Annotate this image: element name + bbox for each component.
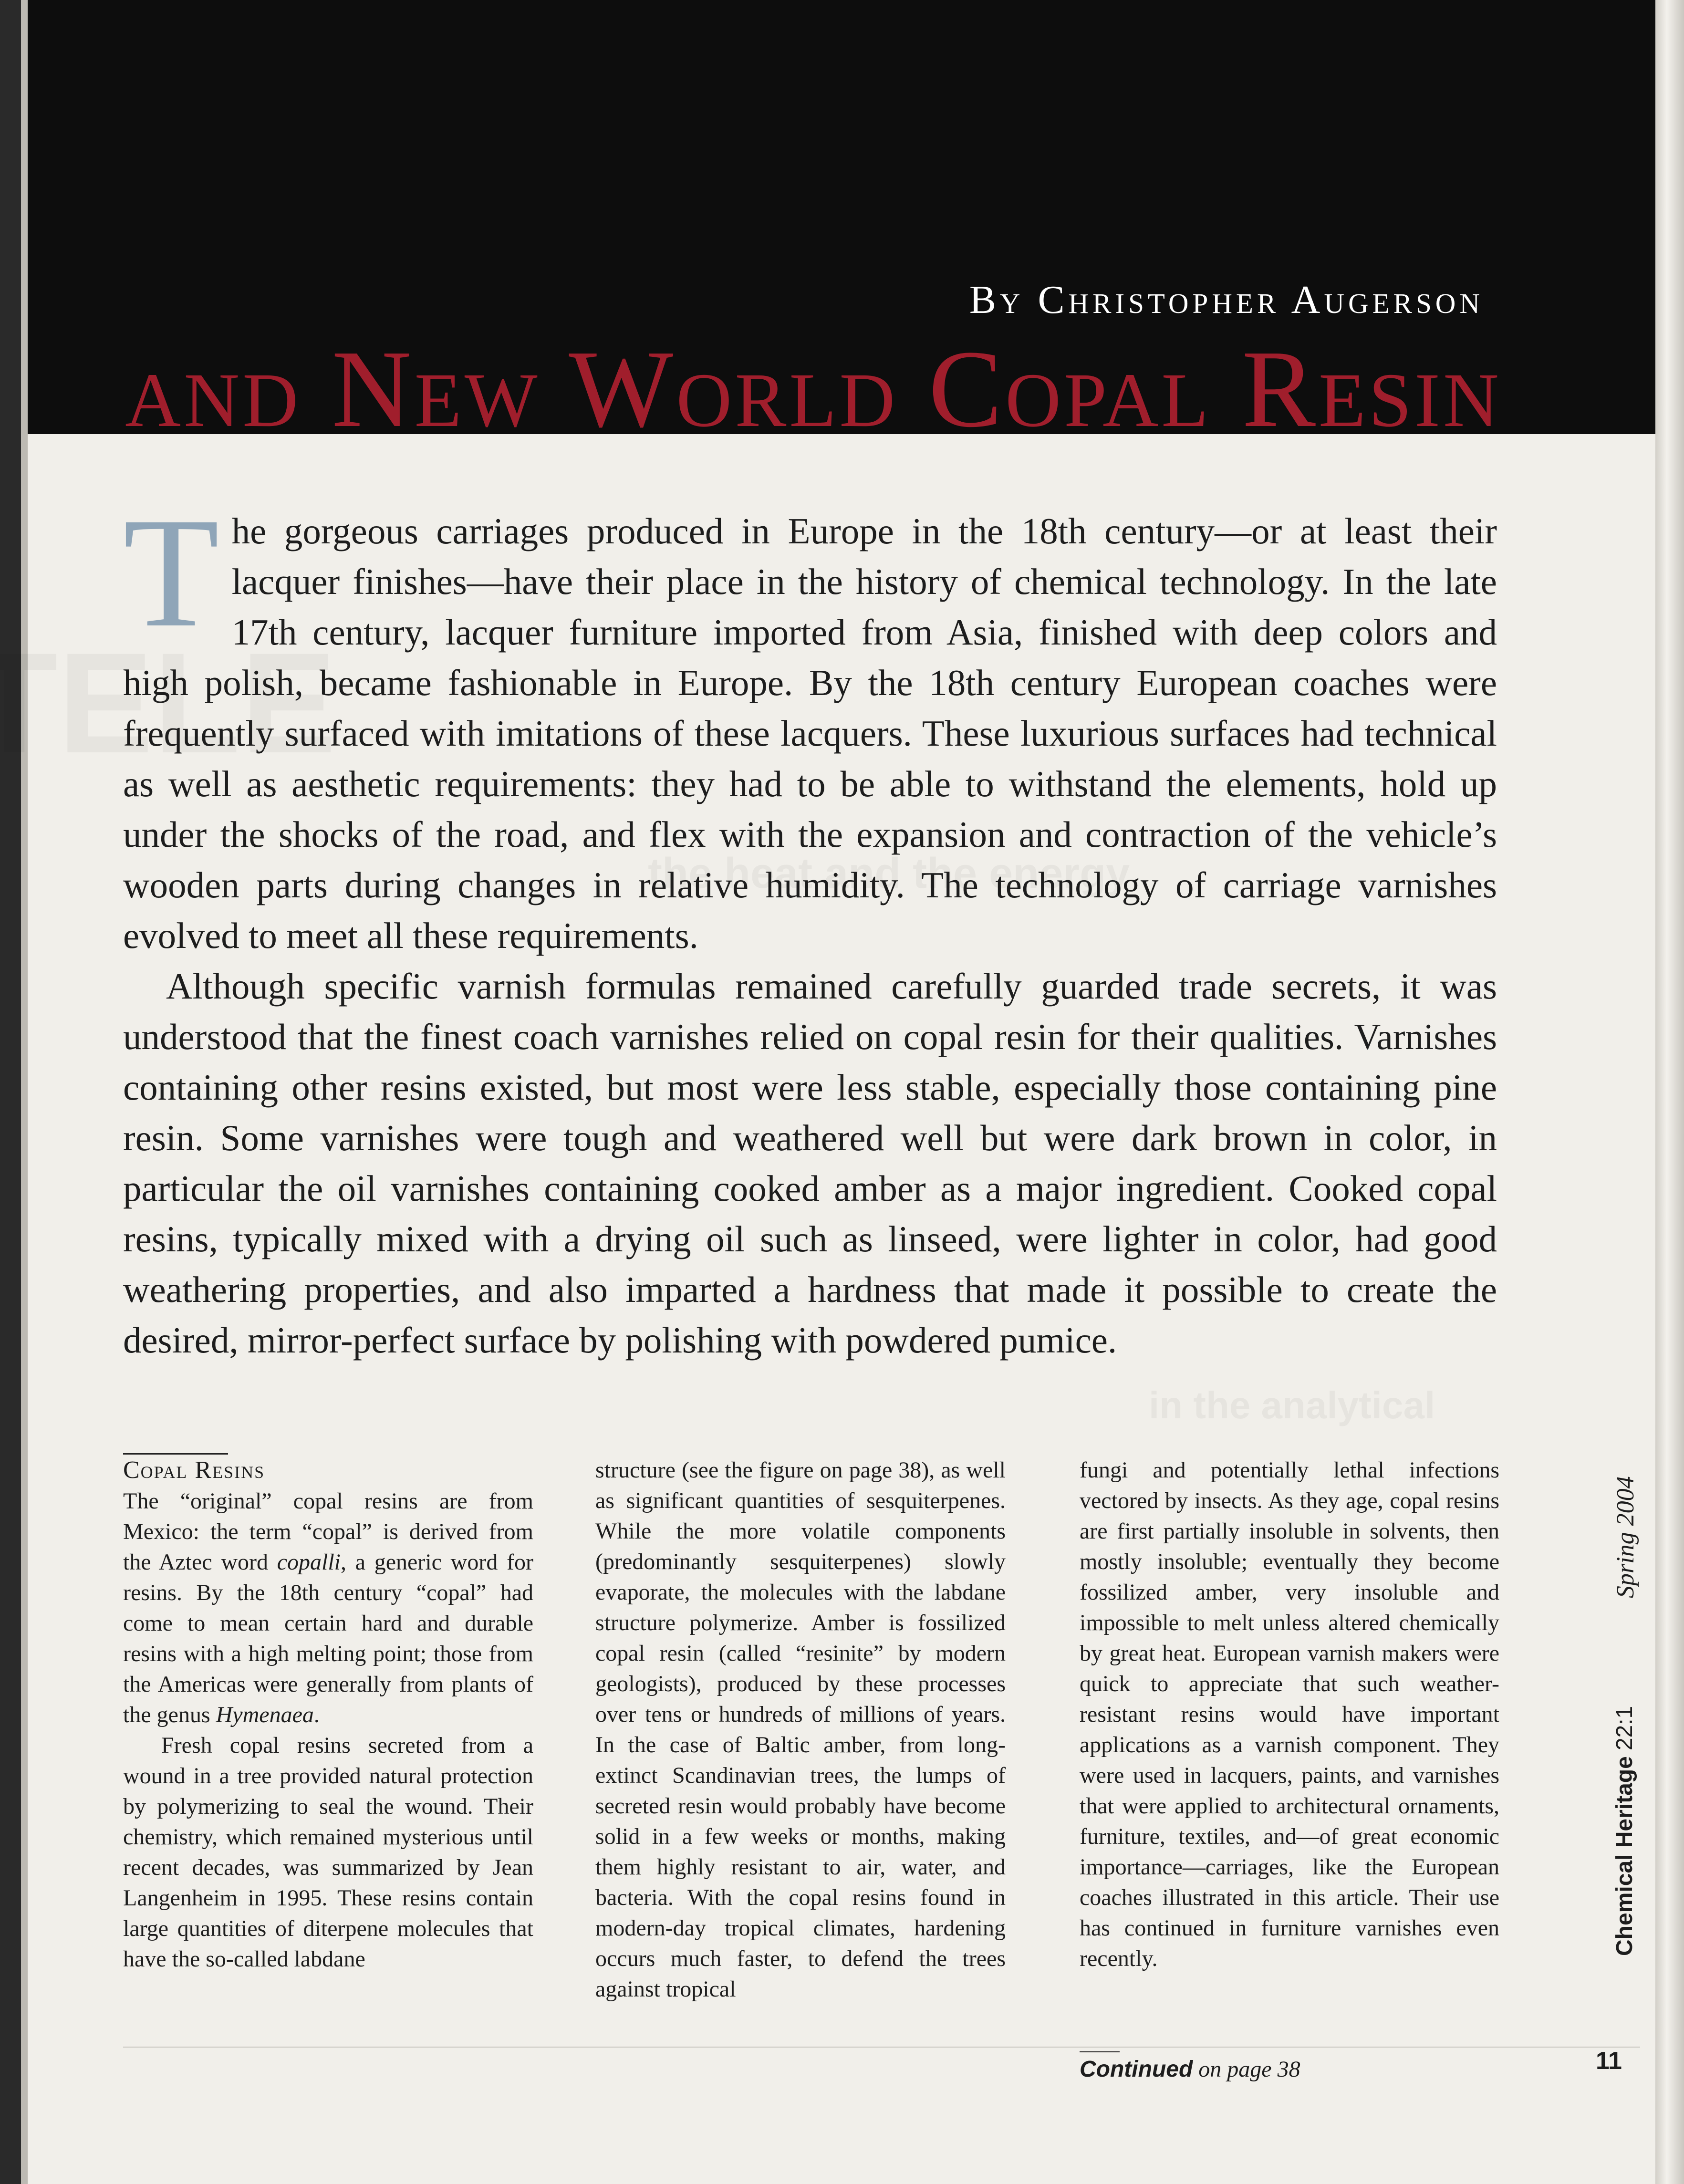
continued-page: on page 38 bbox=[1198, 2057, 1300, 2082]
journal-line bbox=[1611, 1706, 1638, 1956]
binding-spine bbox=[0, 0, 21, 2184]
magazine-page bbox=[28, 0, 1655, 2184]
sidebar-italic-genus: Hymenaea bbox=[216, 1702, 314, 1727]
sidebar-rule bbox=[123, 1453, 228, 1455]
continued-note bbox=[1080, 2056, 1300, 2082]
sidebar-column-3-text: fungi and potentially lethal infections vectored by insects. As they age, copal resins are first partially insoluble in solvents, then mostly insoluble; eventually they become fossilized amber, very insoluble and impossible to melt unless altered chemically by great heat. European varnish makers were quick to appreciate that such weather-resistant resins would have important applications as a varnish component. They were used in lacquers, paints, and varnishes that were applied to architectural ornaments, furniture, textiles, and—of great economic importance—carriages, like the European coaches illustrated in this article. Their use has continued in furniture varnishes even recently. bbox=[1080, 1457, 1499, 1971]
continued-label: Continued bbox=[1080, 2057, 1193, 2082]
issue-season: Spring 2004 bbox=[1612, 1476, 1639, 1598]
continued-rule bbox=[1080, 2051, 1120, 2052]
show-through-text bbox=[1149, 1383, 1435, 1427]
sidebar-column-2 bbox=[595, 1455, 1006, 2005]
intro-paragraph-1 bbox=[123, 486, 1497, 961]
sidebar-text: , a generic word for resins. By the 18th century “copal” had come to mean certain hard and durable resins with a high melting point; those from the Americas were generally from plants of the genus bbox=[123, 1550, 533, 1727]
intro-text bbox=[123, 486, 1497, 1365]
sidebar-italic-word: copalli bbox=[277, 1550, 341, 1575]
footer-rule bbox=[123, 2047, 1640, 2048]
drop-cap: T bbox=[123, 486, 219, 660]
sidebar-column-3 bbox=[1080, 1455, 1499, 1974]
article-title: and New World Copal Resin bbox=[125, 328, 1502, 450]
binding-gutter bbox=[21, 0, 28, 2184]
sidebar-paragraph-2: Fresh copal resins secreted from a wound in a tree provided natural protection by polymerizing to seal the wound. Their chemistry, which remained mysterious until recent decades, was summarized by Jean Langenheim in 1995. These resins contain large quantities of diterpene molecules that have the so-called labdane bbox=[123, 1733, 533, 1972]
sidebar-text: . bbox=[313, 1702, 320, 1727]
byline: By Christopher Augerson bbox=[969, 278, 1484, 322]
sidebar-heading-paragraph bbox=[123, 1455, 533, 1486]
intro-paragraph-2: Although specific varnish formulas remained carefully guarded trade secrets, it was understood that the finest coach varnishes relied on copal resin for their qualities. Varnishes containing other resins existed, but most were less stable, especially those containing pine resin. Some varnishes were tough and weathered well but were dark brown in color, in particular the oil varnishes containing cooked amber as a major ingredient. Cooked copal resins, typically mixed with a drying oil such as linseed, were lighter in color, had good weathering properties, and also imparted a hardness that made it possible to create the desired, mirror-perfect surface by polishing with powdered pumice. bbox=[123, 966, 1497, 1361]
page-edge bbox=[1655, 0, 1684, 2184]
page-number: 11 bbox=[1596, 2047, 1622, 2075]
journal-issue: 22:1 bbox=[1612, 1706, 1637, 1751]
sidebar-column-1 bbox=[123, 1455, 533, 1975]
sidebar-heading: Copal Resins bbox=[123, 1456, 265, 1484]
sidebar-paragraph-1 bbox=[123, 1486, 533, 1730]
intro-paragraph-1-text: he gorgeous carriages produced in Europe in the 18th century—or at least their lacquer finishes—have their place in the history of chemical technology. In the late 17th century, lacquer furniture imported from Asia, finished with deep colors and high polish, became fashionable in Europe. By the 18th century European coaches were frequently surfaced with imitations of these lacquers. These luxurious surfaces had technical as well as aesthetic requirements: they had to be able to withstand the elements, hold up under the shocks of the road, and flex with the expansion and contraction of the vehicle’s wooden parts during changes in relative humidity. The technology of carriage varnishes evolved to meet all these requirements. bbox=[123, 510, 1497, 956]
journal-name: Chemical Heritage bbox=[1612, 1756, 1637, 1956]
sidebar-column-2-text: structure (see the figure on page 38), as well as significant quantities of sesquiterpenes. While the more volatile components (predominantly sesquiterpenes) slowly evaporate, the molecules with the labdane structure polymerize. Amber is fossilized copal resin (called “resinite” by modern geologists), produced by these processes over tens or hundreds of millions of years. In the case of Baltic amber, from long-extinct Scandinavian trees, the lumps of secreted resin would probably have become solid in a few weeks or months, making them highly resistant to air, water, and bacteria. With the copal resins found in modern-day tropical climates, hardening occurs much faster, to defend the trees against tropical bbox=[595, 1457, 1006, 2002]
sidebar-text: The “original” copal resins are from Mexico: the term “copal” is derived from the Aztec word bbox=[123, 1488, 533, 1575]
